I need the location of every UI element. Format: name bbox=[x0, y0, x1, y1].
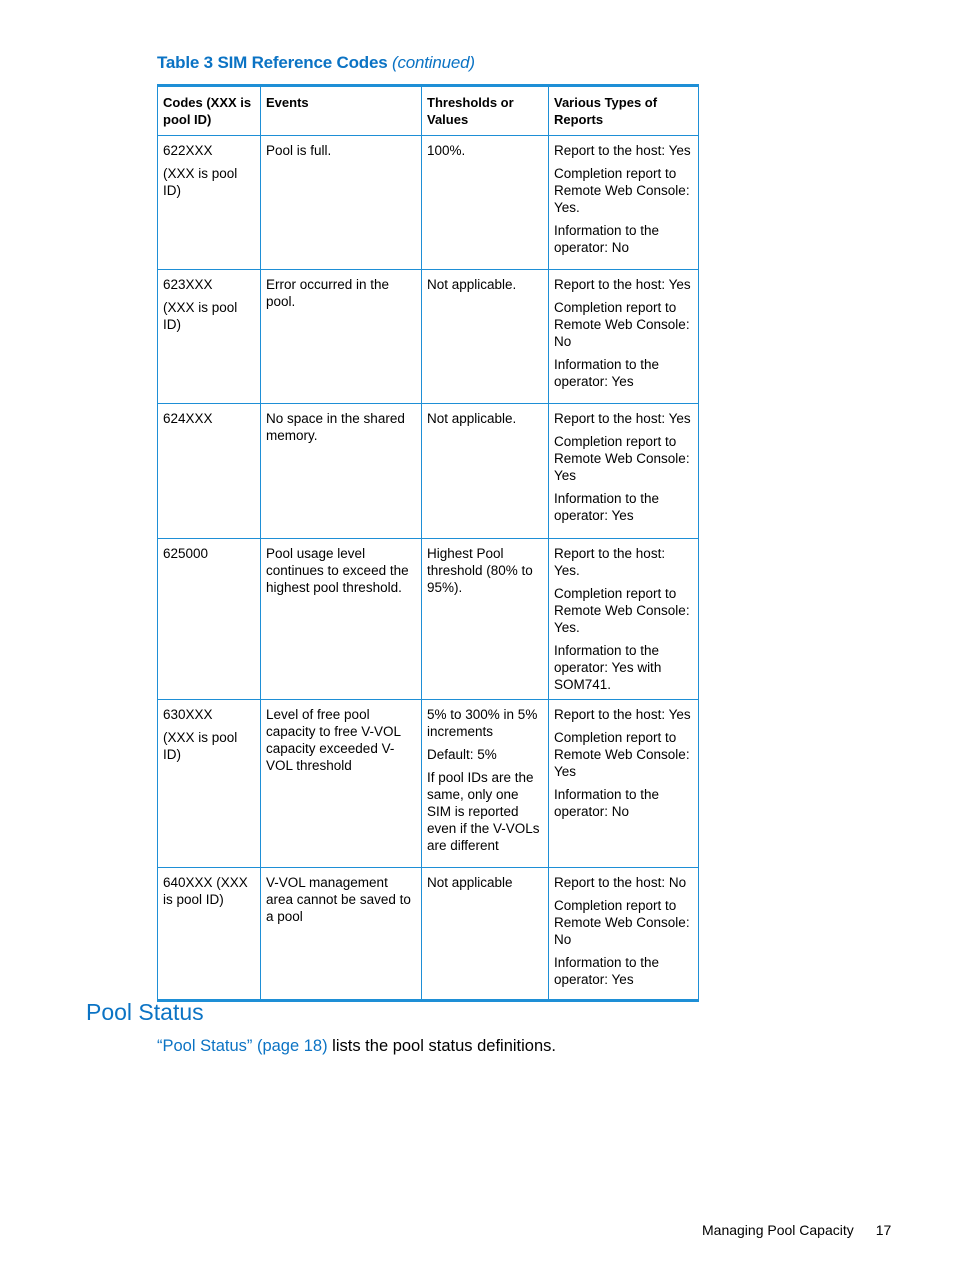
cell-code bbox=[158, 404, 261, 539]
table-row bbox=[158, 136, 699, 270]
cell-reports bbox=[549, 868, 699, 1001]
header-reports: Various Types of Reports bbox=[549, 86, 699, 136]
cell-paragraph: Not applicable bbox=[427, 875, 513, 890]
footer-chapter: Managing Pool Capacity bbox=[702, 1222, 854, 1238]
cell-event bbox=[261, 404, 422, 539]
cell-paragraph: Pool usage level continues to exceed the highest pool threshold. bbox=[266, 546, 409, 595]
cell-paragraph: Default: 5% bbox=[427, 747, 497, 762]
pool-status-link[interactable]: “Pool Status” (page 18) bbox=[157, 1037, 328, 1055]
cell-paragraph: (XXX is pool ID) bbox=[163, 730, 238, 762]
cell-threshold bbox=[422, 868, 549, 1001]
table-row bbox=[158, 868, 699, 1001]
cell-reports bbox=[549, 404, 699, 539]
cell-paragraph: Report to the host: No bbox=[554, 875, 687, 890]
table-caption bbox=[157, 53, 475, 73]
header-codes: Codes (XXX is pool ID) bbox=[158, 86, 261, 136]
cell-paragraph: Information to the operator: No bbox=[554, 223, 660, 255]
cell-paragraph: Report to the host: Yes bbox=[554, 277, 691, 292]
cell-paragraph: (XXX is pool ID) bbox=[163, 166, 238, 198]
header-events: Events bbox=[261, 86, 422, 136]
cell-paragraph: Highest Pool threshold (80% to 95%). bbox=[427, 546, 533, 595]
table-header-row bbox=[158, 86, 699, 136]
cell-paragraph: Not applicable. bbox=[427, 277, 517, 292]
cell-code bbox=[158, 700, 261, 868]
cell-event bbox=[261, 700, 422, 868]
cell-paragraph: Pool is full. bbox=[266, 143, 332, 158]
page-footer bbox=[702, 1222, 891, 1238]
cell-code bbox=[158, 136, 261, 270]
cell-paragraph: Report to the host: Yes bbox=[554, 707, 691, 722]
cell-paragraph: Report to the host: Yes bbox=[554, 143, 691, 158]
table-row bbox=[158, 270, 699, 404]
cell-paragraph: Report to the host: Yes bbox=[554, 411, 691, 426]
cell-paragraph: Information to the operator: Yes bbox=[554, 491, 660, 523]
table-row bbox=[158, 539, 699, 700]
cell-threshold bbox=[422, 270, 549, 404]
cell-threshold bbox=[422, 539, 549, 700]
cell-paragraph: Information to the operator: No bbox=[554, 787, 660, 819]
cell-reports bbox=[549, 270, 699, 404]
cell-paragraph: Report to the host: Yes. bbox=[554, 546, 666, 578]
cell-paragraph: Level of free pool capacity to free V-VOL capacity exceeded V-VOL threshold bbox=[266, 707, 401, 773]
cell-threshold bbox=[422, 136, 549, 270]
cell-paragraph: 640XXX (XXX is pool ID) bbox=[163, 875, 248, 907]
cell-paragraph: No space in the shared memory. bbox=[266, 411, 405, 443]
cell-paragraph: 5% to 300% in 5% increments bbox=[427, 707, 538, 739]
cell-threshold bbox=[422, 700, 549, 868]
cell-paragraph: Information to the operator: Yes bbox=[554, 357, 660, 389]
cell-reports bbox=[549, 539, 699, 700]
cell-code bbox=[158, 539, 261, 700]
cell-paragraph: 622XXX bbox=[163, 143, 213, 158]
cell-paragraph: Information to the operator: Yes bbox=[554, 955, 660, 987]
cell-threshold bbox=[422, 404, 549, 539]
cell-paragraph: Completion report to Remote Web Console: Yes bbox=[554, 434, 690, 483]
sim-reference-table bbox=[157, 84, 699, 1002]
cell-event bbox=[261, 270, 422, 404]
cell-paragraph: Completion report to Remote Web Console: Yes bbox=[554, 730, 690, 779]
cell-paragraph: 100%. bbox=[427, 143, 466, 158]
cell-code bbox=[158, 270, 261, 404]
cell-paragraph: 625000 bbox=[163, 546, 209, 561]
cell-code bbox=[158, 868, 261, 1001]
cell-paragraph: Completion report to Remote Web Console: Yes. bbox=[554, 166, 690, 215]
section-title: Pool Status bbox=[86, 999, 204, 1025]
cell-paragraph: Completion report to Remote Web Console: No bbox=[554, 898, 690, 947]
section-paragraph bbox=[157, 1037, 556, 1056]
cell-paragraph: 623XXX bbox=[163, 277, 213, 292]
cell-paragraph: Completion report to Remote Web Console: No bbox=[554, 300, 690, 349]
cell-paragraph: V-VOL management area cannot be saved to a pool bbox=[266, 875, 411, 924]
cell-event bbox=[261, 868, 422, 1001]
cell-paragraph: (XXX is pool ID) bbox=[163, 300, 238, 332]
cell-paragraph: 630XXX bbox=[163, 707, 213, 722]
cell-paragraph: If pool IDs are the same, only one SIM is reported even if the V-VOLs are different bbox=[427, 770, 540, 853]
table-caption-continued: (continued) bbox=[392, 53, 475, 72]
cell-paragraph: Information to the operator: Yes with SOM741. bbox=[554, 643, 662, 692]
cell-reports bbox=[549, 136, 699, 270]
page-number: 17 bbox=[875, 1222, 892, 1238]
table-row bbox=[158, 700, 699, 868]
cell-paragraph: Not applicable. bbox=[427, 411, 517, 426]
cell-paragraph: Completion report to Remote Web Console: Yes. bbox=[554, 586, 690, 635]
cell-event bbox=[261, 136, 422, 270]
cell-paragraph: Error occurred in the pool. bbox=[266, 277, 390, 309]
paragraph-text: lists the pool status definitions. bbox=[327, 1037, 556, 1055]
table-row bbox=[158, 404, 699, 539]
table-caption-label: Table 3 SIM Reference Codes bbox=[157, 53, 388, 72]
header-thresholds: Thresholds or Values bbox=[422, 86, 549, 136]
cell-reports bbox=[549, 700, 699, 868]
cell-event bbox=[261, 539, 422, 700]
cell-paragraph: 624XXX bbox=[163, 411, 213, 426]
